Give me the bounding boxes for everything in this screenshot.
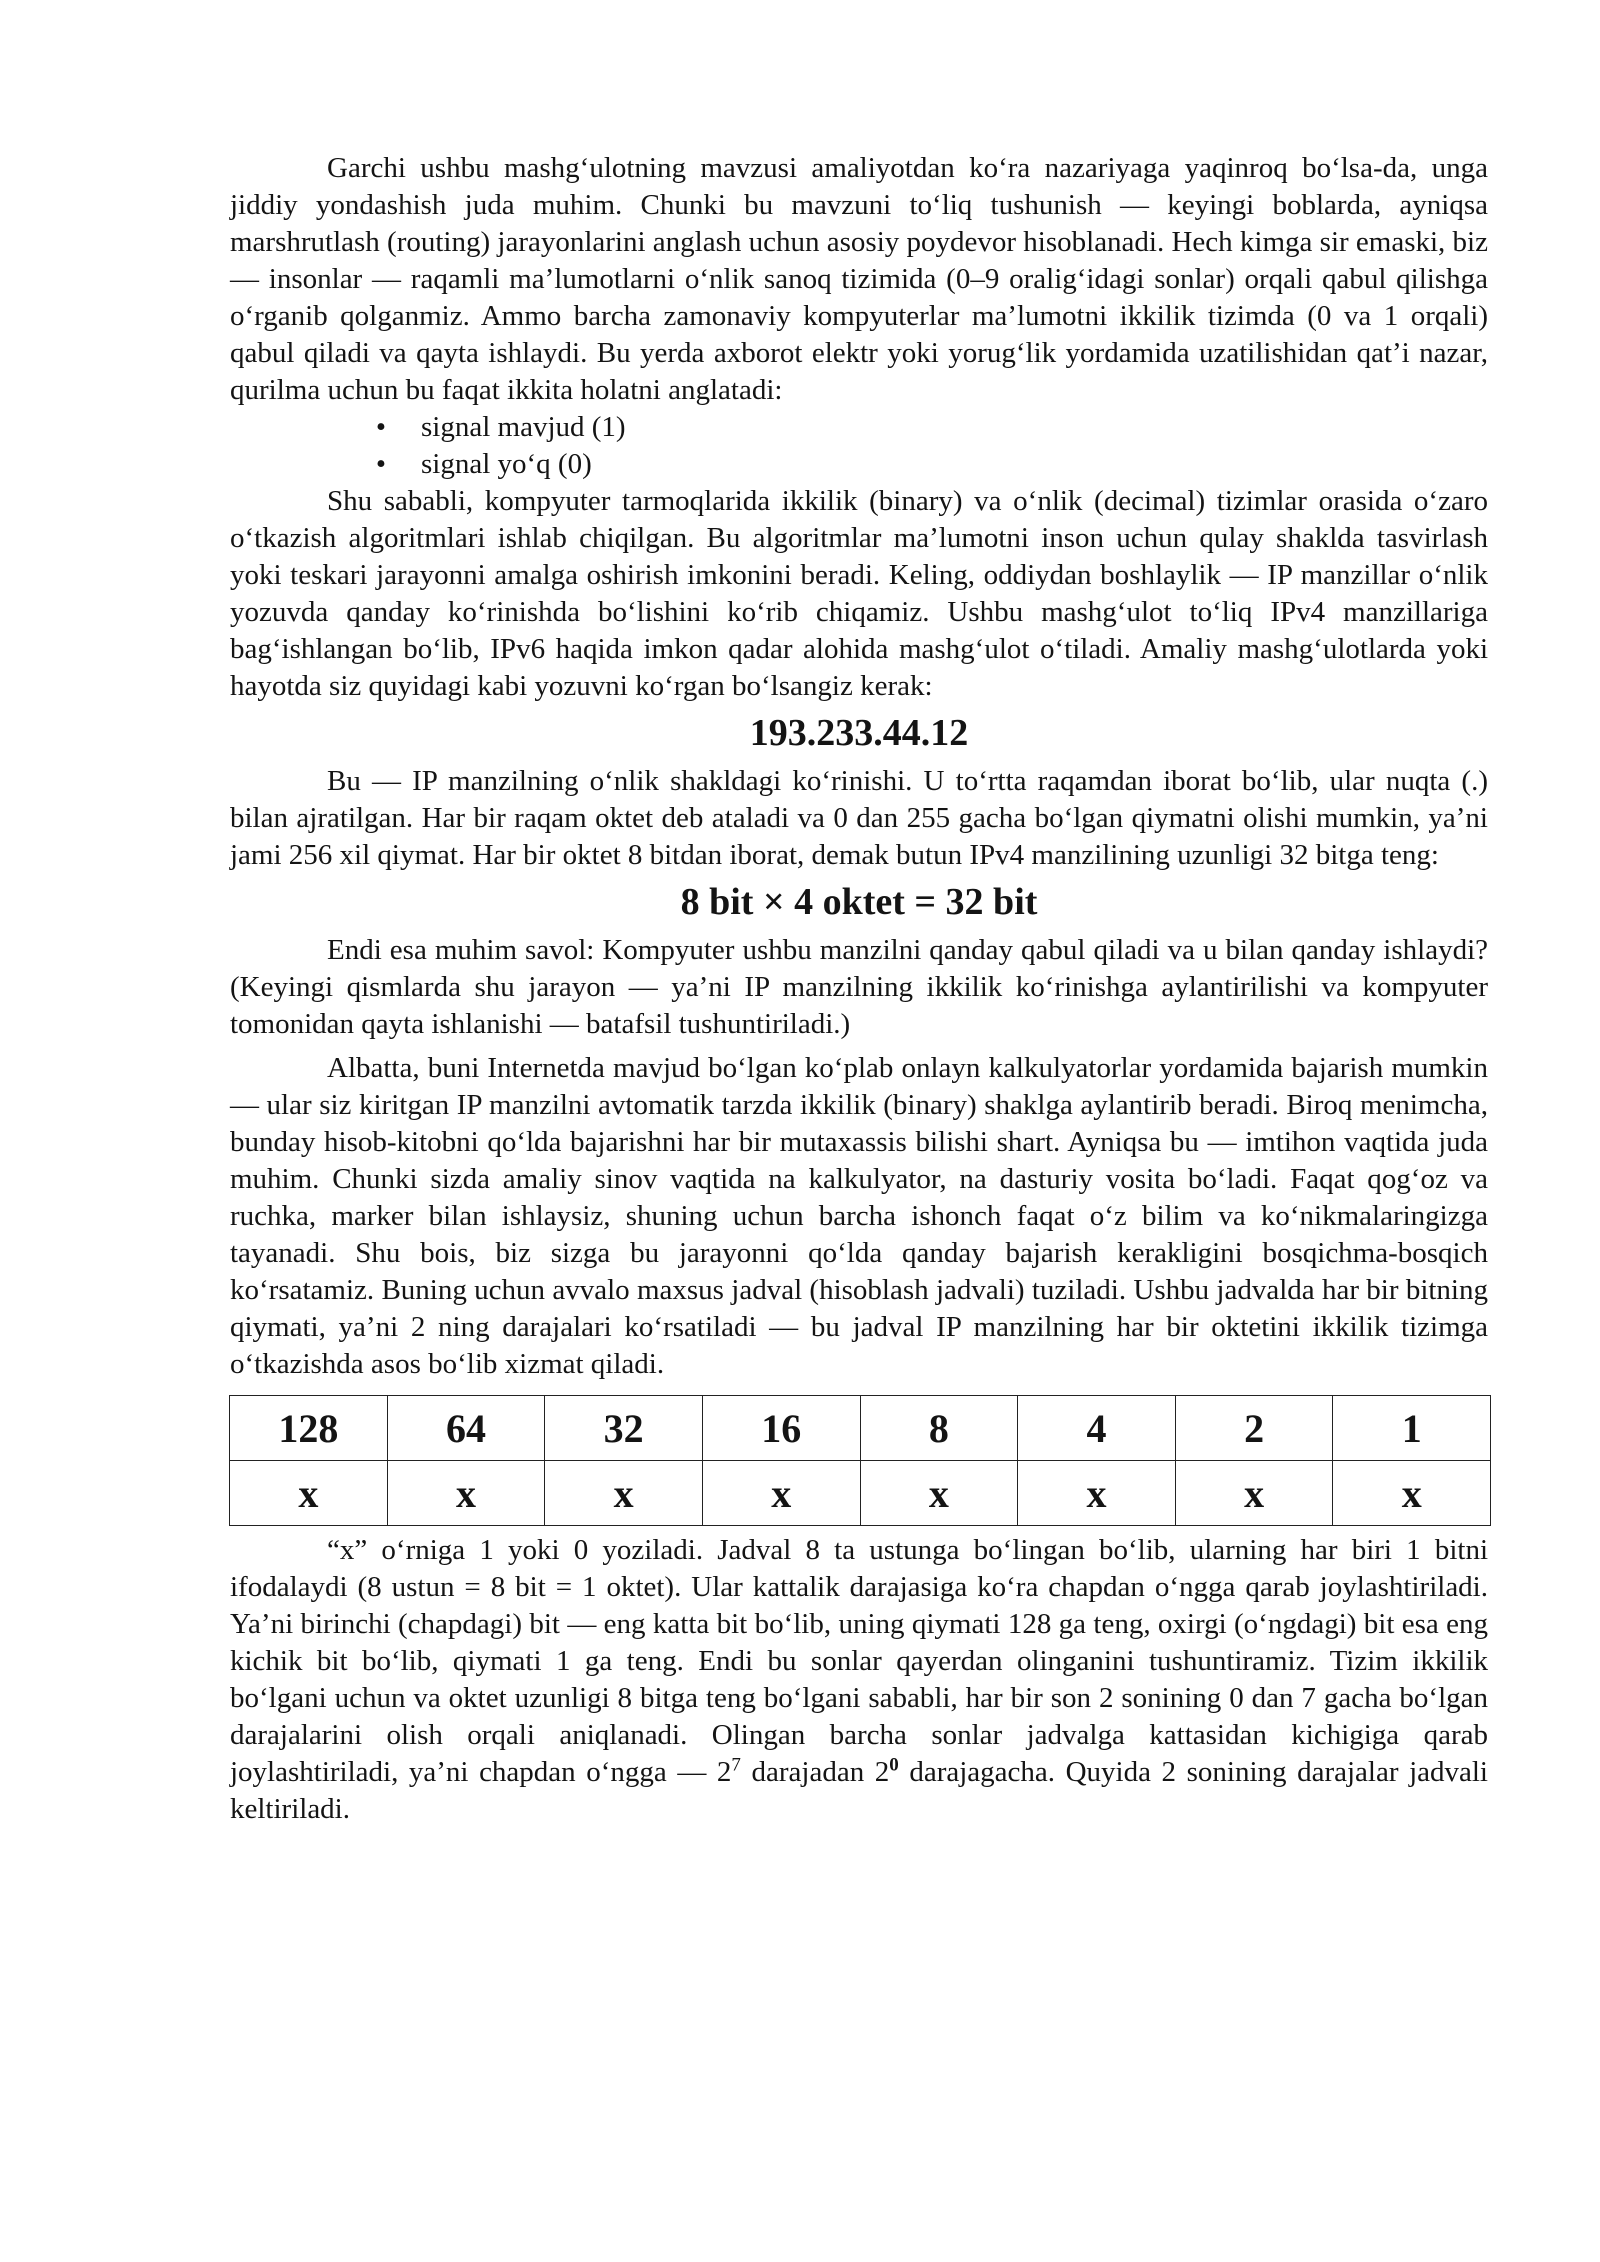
list-item	[371, 446, 1488, 483]
signal-states-list	[230, 409, 1488, 483]
bullet-icon: •	[375, 411, 387, 443]
bit-value-table	[229, 1395, 1491, 1526]
paragraph-question: Endi esa muhim savol: Kompyuter ushbu manzilni qanday qabul qiladi va u bilan qanday ishlaydi? (Keyingi qismlarda shu jarayon — ya’ni IP manzilning ikkilik ko‘rinishga aylantirilishi va kompyuter tomonidan qayta ishlanishi — batafsil tushuntiriladi.)	[230, 934, 1488, 1040]
list-item-text: signal yo‘q (0)	[421, 448, 592, 480]
table-cell-placeholder: x	[702, 1461, 860, 1526]
bullet-icon: •	[375, 448, 387, 480]
paragraph-conversion: Shu sababli, kompyuter tarmoqlarida ikkilik (binary) va o‘nlik (decimal) tizimlar orasida o‘zaro o‘tkazish algoritmlari ishlab chiqilgan. Bu algoritmlar ma’lumotni inson uchun qulay shaklda tasvirlash yoki teskari jarayonni amalga oshirish imkonini beradi. Keling, oddiydan boshlaylik — IP manzillar o‘nlik yozuvda qanday ko‘rinishda bo‘lishini ko‘rib chiqamiz. Ushbu mashg‘ulot to‘liq IPv4 manzillariga bag‘ishlangan bo‘lib, IPv6 haqida imkon qadar alohida mashg‘ulot o‘tiladi. Amaliy mashg‘ulotlarda yoki hayotda siz quyidagi kabi yozuvni ko‘rgan bo‘lsangiz kerak:	[230, 485, 1488, 702]
paragraph-table-explanation	[230, 1532, 1488, 1828]
paragraph-intro: Garchi ushbu mashg‘ulotning mavzusi amaliyotdan ko‘ra nazariyaga yaqinroq bo‘lsa-da, unga jiddiy yondashish juda muhim. Chunki bu mavzuni to‘liq tushunish — keyingi boblarda, ayniqsa marshrutlash (routing) jarayonlarini anglash uchun asosiy poydevor hisoblanadi. Hech kimga sir emaski, biz — insonlar — raqamli ma’lumotlarni o‘nlik sanoq tizimida (0–9 oralig‘idagi sonlar) orqali qabul qilishga o‘rganib qolganmiz. Ammo barcha zamonaviy kompyuterlar ma’lumotni ikkilik tizimda (0 va 1 orqali) qabul qiladi va qayta ishlaydi. Bu yerda axborot elektr yoki yorug‘lik yordamida uzatilishidan qat’i nazar, qurilma uchun bu faqat ikkita holatni anglatadi:	[230, 152, 1488, 406]
table-cell-value: 64	[387, 1396, 545, 1461]
table-cell-value: 128	[230, 1396, 388, 1461]
table-cell-placeholder: x	[545, 1461, 703, 1526]
list-item-text: signal mavjud (1)	[421, 411, 626, 443]
table-cell-value: 32	[545, 1396, 703, 1461]
document-page	[230, 150, 1488, 1828]
table-cell-placeholder: x	[1175, 1461, 1333, 1526]
bits-equation: 8 bit × 4 oktet = 32 bit	[680, 881, 1038, 923]
table-cell-value: 8	[860, 1396, 1018, 1461]
paragraph-octets: Bu — IP manzilning o‘nlik shakldagi ko‘rinishi. U to‘rtta raqamdan iborat bo‘lib, ular nuqta (.) bilan ajratilgan. Har bir raqam oktet deb ataladi va 0 dan 255 gacha bo‘lgan qiymatni olishi mumkin, ya’ni jami 256 xil qiymat. Har bir oktet 8 bitdan iborat, demak butun IPv4 manzilining uzunligi 32 bitga teng:	[230, 765, 1488, 871]
exponent-seven: 7	[731, 1754, 741, 1776]
explanation-text-middle: darajadan 2	[740, 1756, 890, 1788]
table-row-placeholders	[230, 1461, 1491, 1526]
explanation-text: “x” o‘rniga 1 yoki 0 yoziladi. Jadval 8 ta ustunga bo‘lingan bo‘lib, ularning har biri 1 bitni ifodalaydi (8 ustun = 8 bit = 1 oktet). Ular kattalik darajasiga ko‘ra chapdan o‘ngga qarab joylashtiriladi. Ya’ni birinchi (chapdagi) bit — eng katta bit bo‘lib, uning qiymati 128 ga teng, oxirgi (o‘ngdagi) bit esa eng kichik bit bo‘lib, qiymati 1 ga teng. Endi bu sonlar qayerdan olinganini tushuntiramiz. Tizim ikkilik bo‘lgani uchun va oktet uzunligi 8 bitga teng bo‘lgani sababli, har bir son 2 sonining 0 dan 7 gacha bo‘lgan darajalarini olish orqali aniqlanadi. Olingan barcha sonlar jadvalga kattasidan kichigiga qarab joylashtiriladi, ya’ni chapdan o‘ngga — 2	[230, 1534, 1488, 1788]
explanation-text-end: darajagacha. Quyida 2 sonining darajalar jadvali keltiriladi.	[230, 1756, 1488, 1825]
table-cell-value: 4	[1018, 1396, 1176, 1461]
paragraph-manual-calculation: Albatta, buni Internetda mavjud bo‘lgan ko‘plab onlayn kalkulyatorlar yordamida bajarish mumkin — ular siz kiritgan IP manzilni avtomatik tarzda ikkilik (binary) shaklga aylantirib beradi. Biroq menimcha, bunday hisob-kitobni qo‘lda bajarishni har bir mutaxassis bilishi shart. Ayniqsa bu — imtihon vaqtida juda muhim. Chunki sizda amaliy sinov vaqtida na kalkulyator, na dasturiy vosita bo‘ladi. Faqat qog‘oz va ruchka, marker bilan ishlaysiz, shuning uchun barcha ishonch faqat o‘z bilim va ko‘nikmalaringizga tayanadi. Shu bois, biz sizga bu jarayonni qo‘lda qanday bajarish kerakligini bosqichma-bosqich ko‘rsatamiz. Buning uchun avvalo maxsus jadval (hisoblash jadvali) tuziladi. Ushbu jadvalda har bir bitning qiymati, ya’ni 2 ning darajalari ko‘rsatiladi — bu jadval IP manzilning har bir oktetini ikkilik tizimga o‘tkazishda asos bo‘lib xizmat qiladi.	[230, 1052, 1488, 1380]
list-item	[371, 409, 1488, 446]
table-row-values	[230, 1396, 1491, 1461]
exponent-zero: 0	[889, 1754, 899, 1776]
table-cell-value: 1	[1333, 1396, 1491, 1461]
table-cell-placeholder: x	[230, 1461, 388, 1526]
table-cell-placeholder: x	[860, 1461, 1018, 1526]
table-cell-placeholder: x	[1333, 1461, 1491, 1526]
ip-address-example: 193.233.44.12	[749, 712, 969, 754]
table-cell-value: 2	[1175, 1396, 1333, 1461]
table-cell-placeholder: x	[387, 1461, 545, 1526]
table-cell-placeholder: x	[1018, 1461, 1176, 1526]
table-cell-value: 16	[702, 1396, 860, 1461]
